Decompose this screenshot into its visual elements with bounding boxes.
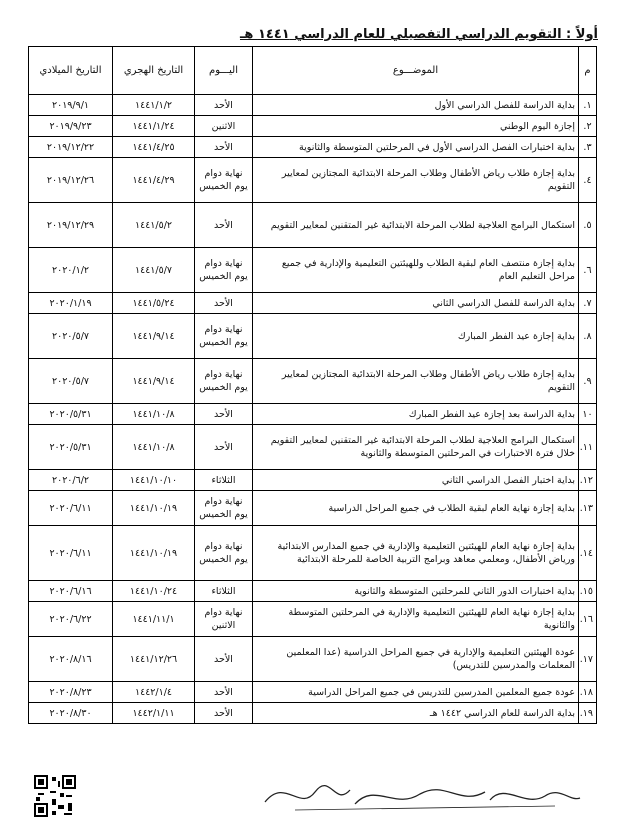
row-day: نهاية دوام يوم الخميس [195, 491, 253, 526]
row-hijri-date: ١٤٤١/١٠/١٩ [113, 526, 195, 581]
row-hijri-date: ١٤٤١/١٠/٨ [113, 404, 195, 425]
row-day: نهاية دوام يوم الخميس [195, 314, 253, 359]
table-row [29, 314, 597, 359]
table-row [29, 425, 597, 470]
table-row [29, 404, 597, 425]
row-topic: بداية إجازة منتصف العام لبقية الطلاب وللهيئتين التعليمية والإدارية في جميع مراحل التعليم العام [253, 248, 579, 293]
row-hijri-date: ١٤٤١/١٠/١٩ [113, 491, 195, 526]
row-topic: بداية اختبارات الفصل الدراسي الأول في المرحلتين المتوسطة والثانوية [253, 137, 579, 158]
table-row [29, 137, 597, 158]
page-title: أولاً : التقويم الدراسي التفصيلي للعام الدراسي ١٤٤١ هـ [239, 27, 598, 42]
row-gregorian-date: ٢٠٢٠/٦/٢٢ [29, 602, 113, 637]
academic-calendar-table [28, 46, 597, 724]
row-hijri-date: ١٤٤٢/١/١١ [113, 703, 195, 724]
signature-stamp [255, 772, 585, 816]
row-topic: إجازة اليوم الوطني [253, 116, 579, 137]
row-day: نهاية دوام يوم الخميس [195, 359, 253, 404]
table-row [29, 293, 597, 314]
row-number: ٦. [579, 248, 597, 293]
header-hijri-date: التاريخ الهجري [113, 47, 195, 95]
header-gregorian-date: التاريخ الميلادي [29, 47, 113, 95]
row-hijri-date: ١٤٤١/١١/١ [113, 602, 195, 637]
row-number: ١٩. [579, 703, 597, 724]
row-gregorian-date: ٢٠٢٠/٦/١٦ [29, 581, 113, 602]
header-day: اليـــوم [195, 47, 253, 95]
table-row [29, 682, 597, 703]
row-hijri-date: ١٤٤١/٥/٢٤ [113, 293, 195, 314]
row-topic: بداية اختبار الفصل الدراسي الثاني [253, 470, 579, 491]
row-gregorian-date: ٢٠١٩/١٢/٢٦ [29, 158, 113, 203]
row-topic: بداية الدراسة للفصل الدراسي الأول [253, 95, 579, 116]
row-number: ١٤. [579, 526, 597, 581]
row-hijri-date: ١٤٤١/٥/٢ [113, 203, 195, 248]
row-topic: عودة جميع المعلمين المدرسين للتدريس في جميع المراحل الدراسية [253, 682, 579, 703]
row-gregorian-date: ٢٠١٩/١٢/٢٩ [29, 203, 113, 248]
row-gregorian-date: ٢٠٢٠/٦/٢ [29, 470, 113, 491]
row-number: ١٥. [579, 581, 597, 602]
row-hijri-date: ١٤٤١/١/٢ [113, 95, 195, 116]
row-day: نهاية دوام يوم الخميس [195, 158, 253, 203]
row-day: الثلاثاء [195, 581, 253, 602]
row-day: الثلاثاء [195, 470, 253, 491]
row-topic: بداية إجازة طلاب رياض الأطفال وطلاب المرحلة الابتدائية المجتازين لمعايير التقويم [253, 158, 579, 203]
row-day: الأحد [195, 637, 253, 682]
row-gregorian-date: ٢٠٢٠/٦/١١ [29, 491, 113, 526]
row-number: ٢. [579, 116, 597, 137]
row-day: نهاية دوام الاثنين [195, 602, 253, 637]
row-day: الأحد [195, 682, 253, 703]
row-hijri-date: ١٤٤١/١/٢٤ [113, 116, 195, 137]
row-gregorian-date: ٢٠٢٠/٨/٣٠ [29, 703, 113, 724]
table-row [29, 95, 597, 116]
row-topic: عودة الهيئتين التعليمية والإدارية في جميع المراحل الدراسية (عدا المعلمين المعلمات والمدرسين للتدريس) [253, 637, 579, 682]
row-hijri-date: ١٤٤١/٤/٢٥ [113, 137, 195, 158]
table-row [29, 116, 597, 137]
table-row [29, 470, 597, 491]
row-number: ٥. [579, 203, 597, 248]
row-hijri-date: ١٤٤١/٩/١٤ [113, 314, 195, 359]
row-number: ١٧. [579, 637, 597, 682]
row-gregorian-date: ٢٠٢٠/٦/١١ [29, 526, 113, 581]
table-row [29, 359, 597, 404]
row-gregorian-date: ٢٠١٩/٩/١ [29, 95, 113, 116]
row-day: الأحد [195, 293, 253, 314]
row-number: ٧. [579, 293, 597, 314]
table-row [29, 637, 597, 682]
row-number: ٨. [579, 314, 597, 359]
row-day: الأحد [195, 703, 253, 724]
row-hijri-date: ١٤٤١/١٠/٢٤ [113, 581, 195, 602]
table-row [29, 203, 597, 248]
row-gregorian-date: ٢٠٢٠/٥/٣١ [29, 425, 113, 470]
row-number: ١١. [579, 425, 597, 470]
table-row [29, 602, 597, 637]
row-number: ١٠ [579, 404, 597, 425]
table-row [29, 581, 597, 602]
row-hijri-date: ١٤٤١/١٠/١٠ [113, 470, 195, 491]
row-topic: بداية الدراسة للعام الدراسي ١٤٤٢ هـ [253, 703, 579, 724]
table-row [29, 703, 597, 724]
table-header-row [29, 47, 597, 95]
row-topic: استكمال البرامج العلاجية لطلاب المرحلة الابتدائية غير المتقنين لمعايير التقويم [253, 203, 579, 248]
qr-code [34, 775, 76, 817]
row-day: الاثنين [195, 116, 253, 137]
row-day: الأحد [195, 404, 253, 425]
row-topic: بداية إجازة نهاية العام للهيئتين التعليمية والإدارية في جميع المدارس الابتدائية ورياض الأطفال، ومعلمي معاهد وبرامج التربية الخاصة للمرحلة الابتدائية [253, 526, 579, 581]
row-hijri-date: ١٤٤١/١٢/٢٦ [113, 637, 195, 682]
row-number: ١٢. [579, 470, 597, 491]
row-hijri-date: ١٤٤٢/١/٤ [113, 682, 195, 703]
row-topic: استكمال البرامج العلاجية لطلاب المرحلة الابتدائية غير المتقنين لمعايير التقويم خلال فترة الاختبارات في المرحلتين المتوسطة والثانوية [253, 425, 579, 470]
row-number: ١٨. [579, 682, 597, 703]
row-number: ١٣. [579, 491, 597, 526]
row-topic: بداية اختبارات الدور الثاني للمرحلتين المتوسطة والثانوية [253, 581, 579, 602]
row-gregorian-date: ٢٠٢٠/٨/٢٣ [29, 682, 113, 703]
row-gregorian-date: ٢٠٢٠/١/٢ [29, 248, 113, 293]
row-day: الأحد [195, 95, 253, 116]
row-gregorian-date: ٢٠١٩/٩/٢٣ [29, 116, 113, 137]
row-topic: بداية إجازة نهاية العام للهيئتين التعليمية والإدارية في المرحلتين المتوسطة والثانوية [253, 602, 579, 637]
table-row [29, 248, 597, 293]
row-number: ١٦. [579, 602, 597, 637]
row-hijri-date: ١٤٤١/٥/٧ [113, 248, 195, 293]
table-row [29, 158, 597, 203]
row-gregorian-date: ٢٠٢٠/٨/١٦ [29, 637, 113, 682]
row-day: الأحد [195, 203, 253, 248]
row-number: ٤. [579, 158, 597, 203]
row-day: الأحد [195, 137, 253, 158]
table-row [29, 491, 597, 526]
row-day: نهاية دوام يوم الخميس [195, 526, 253, 581]
row-day: الأحد [195, 425, 253, 470]
row-hijri-date: ١٤٤١/٩/١٤ [113, 359, 195, 404]
table-row [29, 526, 597, 581]
row-gregorian-date: ٢٠٢٠/٥/٧ [29, 359, 113, 404]
row-number: ١. [579, 95, 597, 116]
row-number: ٣. [579, 137, 597, 158]
row-hijri-date: ١٤٤١/١٠/٨ [113, 425, 195, 470]
row-gregorian-date: ٢٠٢٠/٥/٧ [29, 314, 113, 359]
header-num: م [579, 47, 597, 95]
row-topic: بداية الدراسة للفصل الدراسي الثاني [253, 293, 579, 314]
row-topic: بداية إجازة طلاب رياض الأطفال وطلاب المرحلة الابتدائية المجتازين لمعايير التقويم [253, 359, 579, 404]
header-topic: الموضـــوع [253, 47, 579, 95]
row-gregorian-date: ٢٠٢٠/١/١٩ [29, 293, 113, 314]
row-hijri-date: ١٤٤١/٤/٢٩ [113, 158, 195, 203]
row-topic: بداية إجازة عيد الفطر المبارك [253, 314, 579, 359]
row-day: نهاية دوام يوم الخميس [195, 248, 253, 293]
row-topic: بداية الدراسة بعد إجازة عيد الفطر المبارك [253, 404, 579, 425]
row-gregorian-date: ٢٠٢٠/٥/٣١ [29, 404, 113, 425]
row-gregorian-date: ٢٠١٩/١٢/٢٢ [29, 137, 113, 158]
row-topic: بداية إجازة نهاية العام لبقية الطلاب في جميع المراحل الدراسية [253, 491, 579, 526]
row-number: ٩. [579, 359, 597, 404]
